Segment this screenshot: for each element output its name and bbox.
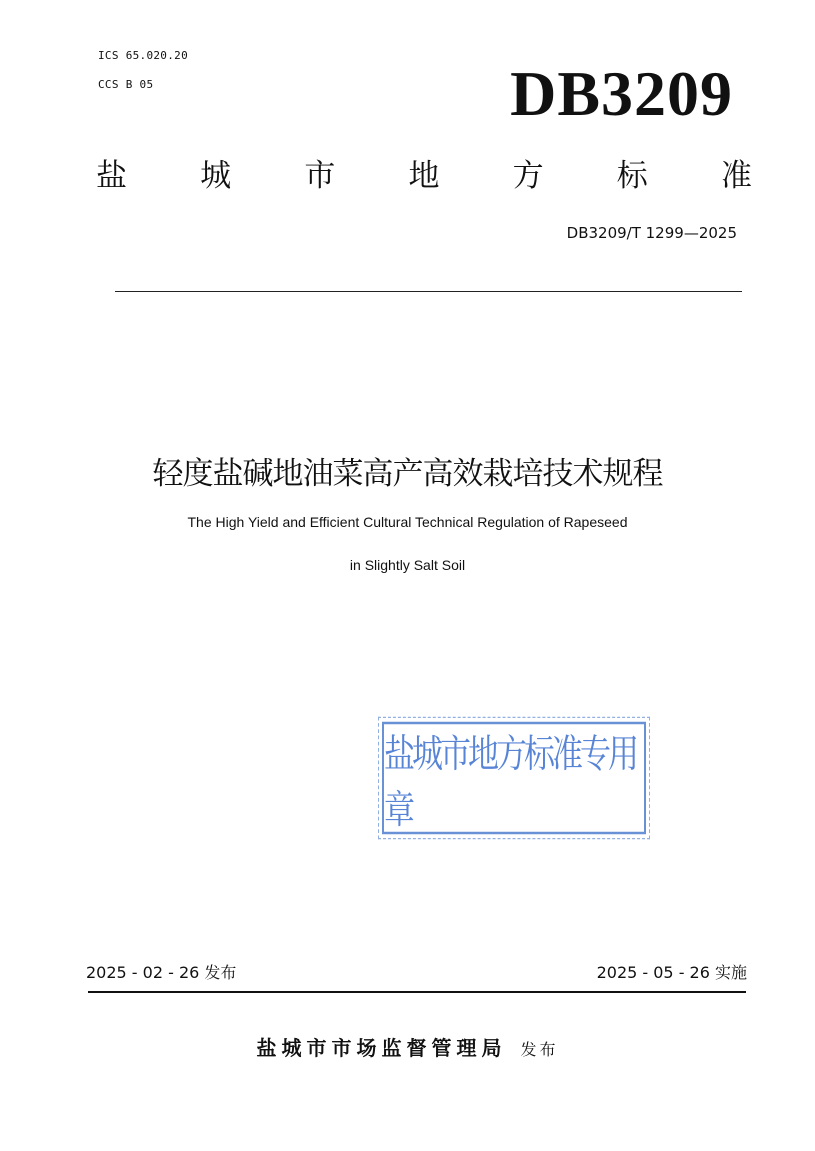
footer-divider [88, 991, 746, 993]
header-divider [115, 291, 742, 292]
official-seal-stamp: 盐城市地方标准专用章 [382, 722, 646, 835]
standard-type-char: 标 [616, 158, 648, 194]
standard-code: DB3209 [510, 58, 733, 129]
standard-type-title [96, 158, 752, 195]
publish-date: 2025 - 02 - 26 发布 [86, 963, 237, 982]
standard-type-char: 市 [304, 158, 336, 194]
standard-type-char: 城 [200, 158, 232, 194]
standard-number: DB3209/T 1299—2025 [566, 224, 737, 242]
document-title-chinese: 轻度盐碱地油菜高产高效栽培技术规程 [152, 456, 663, 492]
issuer-suffix: 发布 [520, 1040, 559, 1059]
ccs-code: CCS B 05 [98, 78, 154, 91]
standard-type-char: 方 [512, 158, 544, 194]
standard-type-char: 盐 [96, 158, 127, 194]
ics-code: ICS 65.020.20 [98, 49, 188, 62]
document-title-english-line1: The High Yield and Efficient Cultural Technical Regulation of Rapeseed [187, 514, 628, 530]
standard-type-char: 准 [720, 158, 752, 194]
standard-type-char: 地 [408, 158, 440, 194]
implement-date: 2025 - 05 - 26 实施 [596, 963, 747, 982]
issuer-name: 盐城市市场监督管理局 [256, 1036, 507, 1060]
document-title-english-line2: in Slightly Salt Soil [349, 557, 466, 573]
issuing-authority [0, 1032, 815, 1061]
